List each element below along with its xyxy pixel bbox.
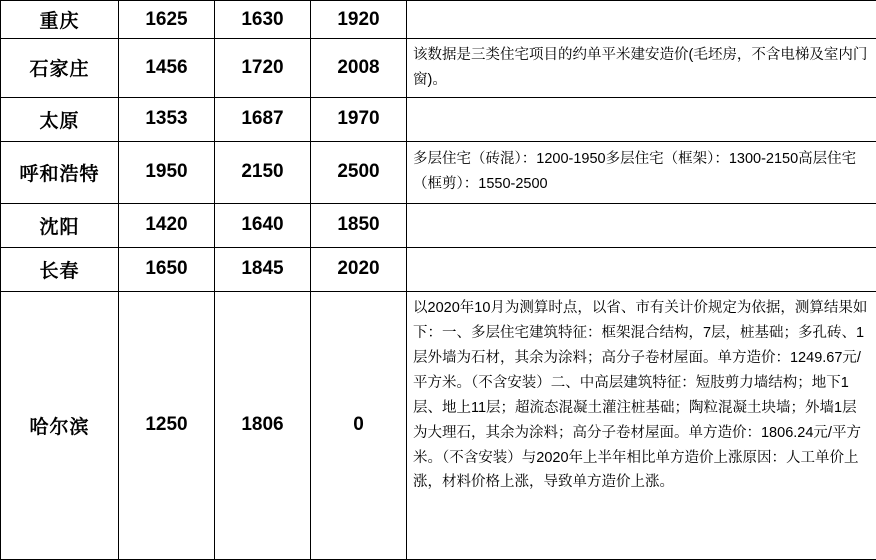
value-column-1: 1950 [119,141,215,203]
value-column-1: 1353 [119,97,215,141]
table-row [1,141,876,203]
value-column-1: 1625 [119,1,215,39]
value-column-3: 2500 [311,141,407,203]
note-cell [407,203,876,247]
value-column-3: 2020 [311,247,407,291]
city-name: 沈阳 [1,203,119,247]
city-name: 太原 [1,97,119,141]
table-row [1,1,876,39]
note-cell: 该数据是三类住宅项目的约单平米建安造价(毛坯房，不含电梯及室内门窗)。 [407,39,876,98]
value-column-3: 2008 [311,39,407,98]
value-column-3: 1970 [311,97,407,141]
note-cell [407,1,876,39]
city-name: 长春 [1,247,119,291]
value-column-2: 1687 [215,97,311,141]
value-column-1: 1250 [119,291,215,559]
table-body [1,1,876,560]
city-name: 呼和浩特 [1,141,119,203]
table-row [1,291,876,559]
city-name: 石家庄 [1,39,119,98]
value-column-1: 1456 [119,39,215,98]
table-row [1,203,876,247]
value-column-3: 1920 [311,1,407,39]
note-cell: 以2020年10月为测算时点，以省、市有关计价规定为依据，测算结果如下：一、多层住宅建筑特征：框架混合结构，7层，桩基础；多孔砖、1层外墙为石材，其余为涂料；高分子卷材屋面。单方造价：1249.67元/平方米。（不含安装）二、中高层建筑特征：短肢剪力墙结构；地下1层、地上11层；超流态混凝土灌注桩基础；陶粒混凝土块墙；外墙1层为大理石，其余为涂料；高分子卷材屋面。单方造价：1806.24元/平方米。（不含安装）与2020年上半年相比单方造价上涨原因：人工单价上涨，材料价格上涨，导致单方造价上涨。 [407,291,876,559]
city-name: 哈尔滨 [1,291,119,559]
value-column-3: 0 [311,291,407,559]
value-column-1: 1420 [119,203,215,247]
value-column-2: 1806 [215,291,311,559]
note-cell [407,97,876,141]
value-column-2: 1640 [215,203,311,247]
value-column-2: 1845 [215,247,311,291]
city-name: 重庆 [1,1,119,39]
table-row [1,39,876,98]
note-cell [407,247,876,291]
value-column-2: 1720 [215,39,311,98]
note-cell: 多层住宅（砖混）：1200-1950多层住宅（框架）：1300-2150高层住宅（框剪）：1550-2500 [407,141,876,203]
value-column-1: 1650 [119,247,215,291]
value-column-2: 2150 [215,141,311,203]
value-column-2: 1630 [215,1,311,39]
value-column-3: 1850 [311,203,407,247]
table-row [1,247,876,291]
table-row [1,97,876,141]
